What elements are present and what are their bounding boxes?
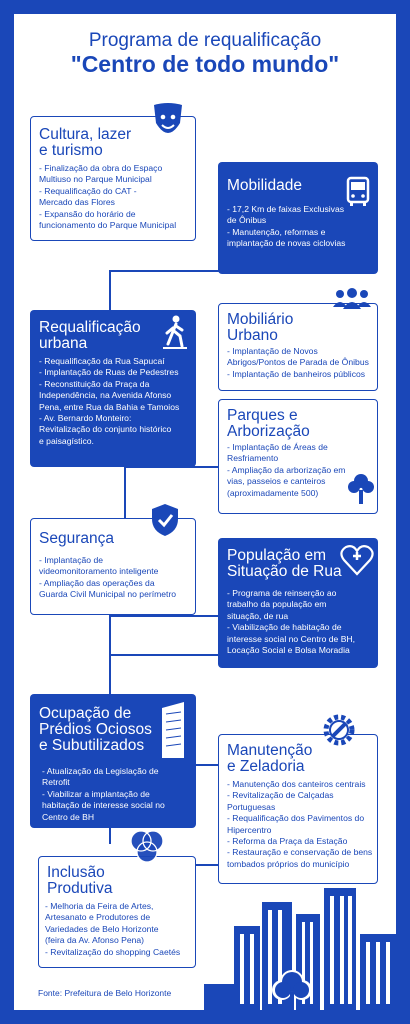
shield-check-icon: [151, 503, 179, 537]
list-item: - Implantação de Novos Abrigos/Pontos de Parada de Ônibus: [227, 346, 369, 368]
list-item: - 17,2 Km de faixas Exclusivas de Ônibus: [227, 204, 345, 226]
card-mobilidade: [218, 162, 378, 274]
city-skyline-illustration: [204, 874, 396, 1010]
card-list: [39, 356, 179, 447]
card-list: [39, 555, 176, 601]
venn-circles-icon: [127, 829, 167, 865]
list-item: - Revitalização do shopping Caetés: [45, 946, 181, 957]
list-item: - Revitalização de Calçadas Portuguesas: [227, 790, 334, 812]
card-list: [227, 442, 345, 499]
list-item: - Manutenção, reformas e implantação de novas ciclovias: [227, 226, 346, 249]
list-item: - Requalificação dos Pavimentos do Hipercentro: [227, 813, 365, 835]
card-inclusao: [38, 856, 196, 968]
list-item: - Implantação de banheiros públicos: [227, 368, 366, 379]
card-list: [39, 163, 176, 231]
list-item: - Reconstituição da Praça da Independência, na Avenida Afonso Pena, entre Rua da Bahia e Tamoios: [39, 378, 180, 412]
card-list: [227, 204, 345, 250]
connector-line: [109, 615, 219, 617]
card-title: Parques e Arborização: [227, 407, 310, 440]
pedestrian-crossing-icon: [161, 314, 189, 350]
infographic-page: [14, 14, 396, 1010]
card-manutencao: [218, 734, 378, 884]
list-item: - Implantação de Áreas de Resfriamento: [227, 442, 328, 464]
title-line1: Programa de requalificação: [88, 30, 322, 51]
list-item: - Restauração e conservação de bens tombados próprios do município: [227, 847, 373, 869]
list-item: - Implantação de Ruas de Pedestres: [39, 367, 179, 378]
list-item: - Viabilização de habitação de interesse social no Centro de BH, Locação Social e Bolsa Moradia: [227, 622, 356, 656]
source-caption: Fonte: Prefeitura de Belo Horizonte: [38, 988, 172, 998]
card-title: Segurança: [39, 530, 114, 547]
list-item: - Viabilizar a implantação de habitação de interesse social no Centro de BH: [42, 788, 165, 822]
card-list: [45, 901, 180, 958]
card-title: Ocupação de Prédios Ociosos e Subutilizados: [39, 705, 152, 754]
list-item: - Av. Bernardo Monteiro: Revitalização do conjunto histórico e paisagístico.: [39, 413, 172, 446]
tree-icon: [347, 472, 375, 506]
people-group-icon: [330, 287, 374, 311]
list-item: - Ampliação das operações da Guarda Civil Municipal no perímetro: [39, 577, 177, 600]
list-item: - Requalificação do CAT - Mercado das Flores: [39, 185, 137, 208]
connector-line: [192, 864, 220, 866]
card-list: [227, 779, 372, 870]
card-parques: [218, 399, 378, 514]
gear-wrench-icon: [319, 710, 359, 750]
card-title: Requalificação urbana: [39, 319, 141, 352]
card-requalificacao: [30, 310, 196, 467]
list-item: - Programa de reinserção ao trabalho da população em situação, de rua: [227, 588, 337, 621]
list-item: - Melhoria da Feira de Artes, Artesanato e Produtores de Variedades de Belo Horizonte (feira da Av. Afonso Pena): [45, 901, 159, 946]
card-title: Mobiliário Urbano: [227, 311, 294, 344]
list-item: - Ampliação da arborização em vias, passeios e canteiros (aproximadamente 500): [227, 464, 346, 498]
card-list: [227, 346, 369, 380]
card-list: [42, 766, 165, 823]
connector-line: [124, 466, 126, 526]
list-item: - Manutenção dos canteiros centrais: [227, 779, 366, 789]
list-item: - Finalização da obra do Espaço Multiuso no Parque Municipal: [39, 163, 163, 185]
card-list: [227, 588, 355, 656]
connector-line: [192, 764, 220, 766]
heart-cross-icon: [340, 544, 374, 576]
bus-icon: [345, 176, 371, 208]
connector-line: [109, 654, 219, 656]
card-populacao: [218, 538, 378, 668]
card-ocupacao: [30, 694, 196, 828]
card-seguranca: [30, 518, 196, 615]
card-mobiliario: [218, 303, 378, 391]
card-cultura: [30, 116, 196, 241]
card-title: Mobilidade: [227, 177, 302, 194]
list-item: - Implantação de videomonitoramento inteligente: [39, 555, 159, 577]
card-title: Cultura, lazer e turismo: [39, 126, 132, 159]
card-title: População em Situação de Rua: [227, 547, 342, 580]
list-item: - Expansão do horário de funcionamento do Parque Municipal: [39, 208, 177, 231]
list-item: - Atualização da Legislação de Retrofit: [42, 766, 159, 788]
building-icon: [158, 702, 188, 758]
connector-line: [109, 270, 111, 310]
theater-mask-icon: [152, 103, 184, 143]
card-title: Manutenção e Zeladoria: [227, 742, 313, 775]
card-title: Inclusão Produtiva: [47, 864, 113, 897]
list-item: - Requalificação da Rua Sapucaí: [39, 356, 165, 366]
title-line2: "Centro de todo mundo": [70, 51, 340, 77]
list-item: - Reforma da Praça da Estação: [227, 836, 348, 847]
